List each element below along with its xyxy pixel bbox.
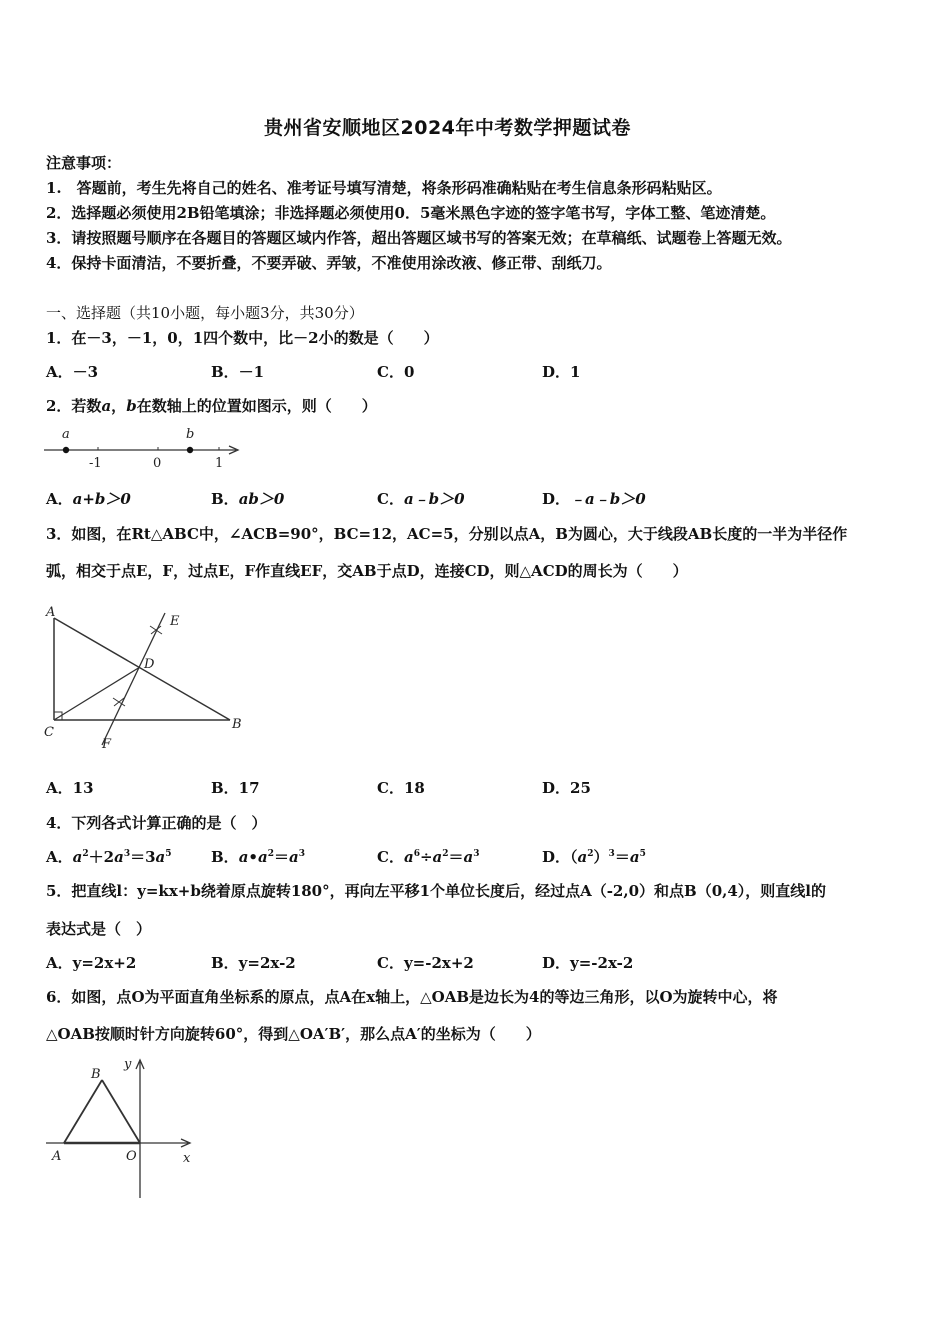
tick-label-0: 0 [153,456,162,471]
q2-number-line-figure [40,422,250,474]
q2-var-b: b [126,397,137,415]
label-y: y [124,1057,132,1072]
q1-option-c: C．0 [377,363,415,381]
q3-option-a: A．13 [46,779,94,797]
q6-coordinate-figure [40,1050,205,1202]
q2-option-a: A．a+b＞0 [46,490,131,508]
q3-stem-line2: 弧，相交于点E，F，过点E，F作直线EF，交AB于点D，连接CD，则△ACD的周长为（ ） [46,562,688,580]
q3-option-b: B．17 [211,779,260,797]
label-a: a [62,427,70,442]
q5-option-a: A．y=2x+2 [46,954,137,972]
label-D: D [144,657,155,672]
q1-option-d: D．1 [542,363,581,381]
q2-stem: 2．若数a，b在数轴上的位置如图示，则（ ） [46,397,377,415]
label-A: A [46,605,56,620]
q5-stem-line2: 表达式是（ ） [46,920,152,938]
tick-label-1: 1 [215,456,224,471]
label-C: C [44,725,54,740]
q5-option-b: B．y=2x-2 [211,954,296,972]
label-B: B [232,717,242,732]
q5-stem-line1: 5．把直线l：y=kx+b绕着原点旋转180°，再向左平移1个单位长度后，经过点A（-2,0）和点B（0,4），则直线l的 [46,882,826,900]
segment-bo [102,1080,140,1143]
label-b: b [186,427,195,442]
segment-ab [64,1080,102,1143]
section-heading: 一、选择题（共10小题，每小题3分，共30分） [46,304,364,322]
q2-option-b: B．ab＞0 [211,490,285,508]
q1-option-a: A．－3 [46,363,99,381]
note-item-3: 3．请按照题号顺序在各题目的答题区域内作答，超出答题区域书写的答案无效；在草稿纸、试题卷上答题无效。 [46,229,792,247]
q5-option-c: C．y=-2x+2 [377,954,474,972]
q5-option-d: D．y=-2x-2 [542,954,634,972]
exam-title: 贵州省安顺地区2024年中考数学押题试卷 [264,117,631,139]
q3-stem-line1: 3．如图，在Rt△ABC中，∠ACB=90°，BC=12，AC=5，分别以点A，B为圆心，大于线段AB长度的一半为半径作 [46,525,848,543]
label-F: F [102,737,112,752]
q4-stem: 4．下列各式计算正确的是（ ） [46,814,267,832]
q2-option-c: C．a﹣b＞0 [377,490,465,508]
label-x: x [183,1151,191,1166]
segment-ab [54,618,230,720]
label-B: B [91,1067,101,1082]
q3-option-d: D．25 [542,779,591,797]
line-ef [102,613,165,745]
label-O: O [126,1149,137,1164]
point-b [187,447,193,453]
note-item-2: 2．选择题必须使用2B铅笔填涂；非选择题必须使用0．5毫米黑色字迹的签字笔书写，字体工整、笔迹清楚。 [46,204,776,222]
q2-var-a: a [101,397,112,415]
point-a [63,447,69,453]
note-item-4: 4．保持卡面清洁，不要折叠，不要弄破、弄皱，不准使用涂改液、修正带、刮纸刀。 [46,254,612,272]
q3-triangle-figure [40,600,250,760]
q6-stem-line2: △OAB按顺时针方向旋转60°，得到△OA′B′，那么点A′的坐标为（ ） [46,1025,541,1043]
q4-option-b: B．$a•a^2=a^3$ [211,848,306,866]
label-A: A [52,1149,62,1164]
q2-option-d: D．﹣a﹣b＞0 [542,490,646,508]
label-E: E [170,614,180,629]
q4-option-a: A．$a^2+2a^3=3a^5$ [46,848,172,866]
q4-option-c: C．$a^6\div a^2=a^3$ [377,848,480,866]
q6-stem-line1: 6．如图，点O为平面直角坐标系的原点，点A在x轴上，△OAB是边长为4的等边三角形，以O为旋转中心，将 [46,988,778,1006]
q1-stem: 1．在－3，－1，0，1四个数中，比－2小的数是（ ） [46,329,439,347]
q4-option-d: D．$(a^2)^3=a^5$ [542,848,646,866]
tick-label-neg1: -1 [89,456,102,471]
q3-option-c: C．18 [377,779,425,797]
notes-heading: 注意事项： [46,154,122,172]
q1-option-b: B．－1 [211,363,265,381]
note-item-1: 1. 答题前，考生先将自己的姓名、准考证号填写清楚，将条形码准确粘贴在考生信息条形码粘贴区。 [46,179,722,197]
